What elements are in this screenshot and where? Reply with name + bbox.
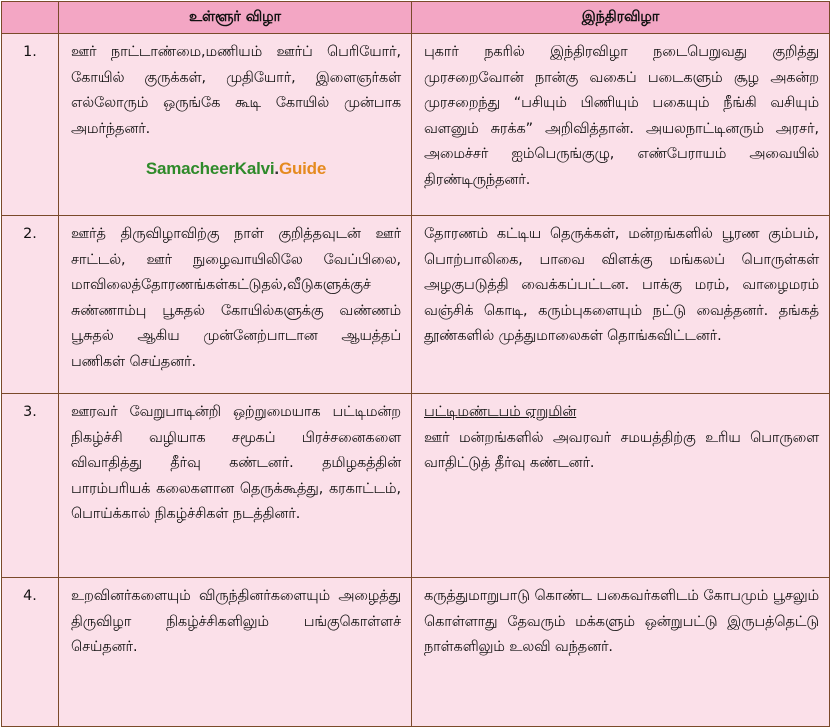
indra-festival-text: கருத்துமாறுபாடு கொண்ட பகைவர்களிடம் கோபமும் பூசலும் கொள்ளாது தேவரும் மக்களும் ஒன்றுபட்டு இருபத்தெட்டு நாள்களிலும் உலவி வந்தனர். bbox=[424, 588, 819, 655]
table-row bbox=[2, 394, 830, 578]
indra-festival-text: புகார் நகரில் இந்திரவிழா நடைபெறுவது குறித்து முரசறைவோன் நான்கு வகைப் படைகளும் சூழ அகன்ற முரசறைந்து “பசியும் பிணியும் பகையும் நீங்கி வசியும் வளனும் சுரக்க” அறிவித்தான். அயலநாட்டினரும் அரசர், அமைச்சர் ஐம்பெருங்குழு, எண்பேராயம் அவையில் திரண்டிருந்தனர். bbox=[424, 44, 819, 188]
indra-festival-cell bbox=[412, 34, 830, 216]
local-festival-cell bbox=[59, 394, 412, 578]
table-header-row bbox=[2, 2, 830, 34]
indra-festival-text: தோரணம் கட்டிய தெருக்கள், மன்றங்களில் பூரண கும்பம், பொற்பாலிகை, பாவை விளக்கு மங்கலப் பொருள்கள் அழகுபடுத்தி வைக்கப்பட்டன. பாக்கு மரம், வாழைமரம் வஞ்சிக் கொடி, கரும்புகளையும் நட்டு வைத்தனர். தங்கத் தூண்களில் முத்துமாலைகள் தொங்கவிட்டனர். bbox=[424, 226, 819, 344]
watermark-dot: . bbox=[274, 159, 279, 178]
local-festival-text: ஊரவர் வேறுபாடின்றி ஒற்றுமையாக பட்டிமன்ற நிகழ்ச்சி வழியாக சமூகப் பிரச்சனைகளை விவாதித்து தீர்வு கண்டனர். தமிழகத்தின் பாரம்பரியக் கலைகளான தெருக்கூத்து, கரகாட்டம், பொய்க்கால் நிகழ்ச்சிகள் நடத்தினர். bbox=[71, 404, 401, 522]
header-number-cell bbox=[2, 2, 59, 34]
local-festival-text: உறவினர்களையும் விருந்தினர்களையும் அழைத்து திருவிழா நிகழ்ச்சிகளிலும் பங்குகொள்ளச் செய்தனர். bbox=[71, 588, 401, 655]
comparison-table bbox=[1, 1, 830, 727]
local-festival-text: ஊர்த் திருவிழாவிற்கு நாள் குறித்தவுடன் ஊர் சாட்டல், ஊர் நுழைவாயிலிலே வேப்பிலை, மாவிலைத்தோரணங்கள்கட்டுதல்,வீடுகளுக்குச் சுண்ணாம்பு பூசுதல் கோயில்களுக்கு வண்ணம் பூசுதல் ஆகிய முன்னேற்பாடான ஆயத்தப் பணிகள் செய்தனர். bbox=[71, 226, 401, 370]
indra-festival-cell bbox=[412, 578, 830, 727]
table-row bbox=[2, 34, 830, 216]
table-row bbox=[2, 216, 830, 394]
watermark-part2: Guide bbox=[278, 159, 327, 178]
header-local-festival: உள்ளூர் விழா bbox=[59, 2, 412, 34]
local-festival-cell bbox=[59, 34, 412, 216]
indra-festival-text: ஊர் மன்றங்களில் அவரவர் சமயத்திற்கு உரிய பொருளை வாதிட்டுத் தீர்வு கண்டனர். bbox=[424, 429, 819, 471]
row-number: 4. bbox=[2, 578, 59, 727]
local-festival-cell bbox=[59, 578, 412, 727]
row-number: 2. bbox=[2, 216, 59, 394]
table-row bbox=[2, 578, 830, 727]
indra-festival-cell bbox=[412, 216, 830, 394]
indra-subheading: பட்டிமண்டபம் ஏறுமின் bbox=[424, 404, 577, 420]
header-indra-festival: இந்திரவிழா bbox=[412, 2, 830, 34]
row-number: 3. bbox=[2, 394, 59, 578]
watermark-part1: SamacheerKalvi bbox=[145, 159, 275, 178]
row-number: 1. bbox=[2, 34, 59, 216]
local-festival-cell bbox=[59, 216, 412, 394]
indra-festival-cell bbox=[412, 394, 830, 578]
local-festival-text: ஊர் நாட்டாண்மை,மணியம் ஊர்ப் பெரியோர், கோயில் குருக்கள், முதியோர், இளைஞர்கள் எல்லோரும் ஒருங்கே கூடி கோயில் முன்பாக அமர்ந்தனர். bbox=[71, 44, 401, 137]
watermark-logo bbox=[71, 156, 401, 182]
